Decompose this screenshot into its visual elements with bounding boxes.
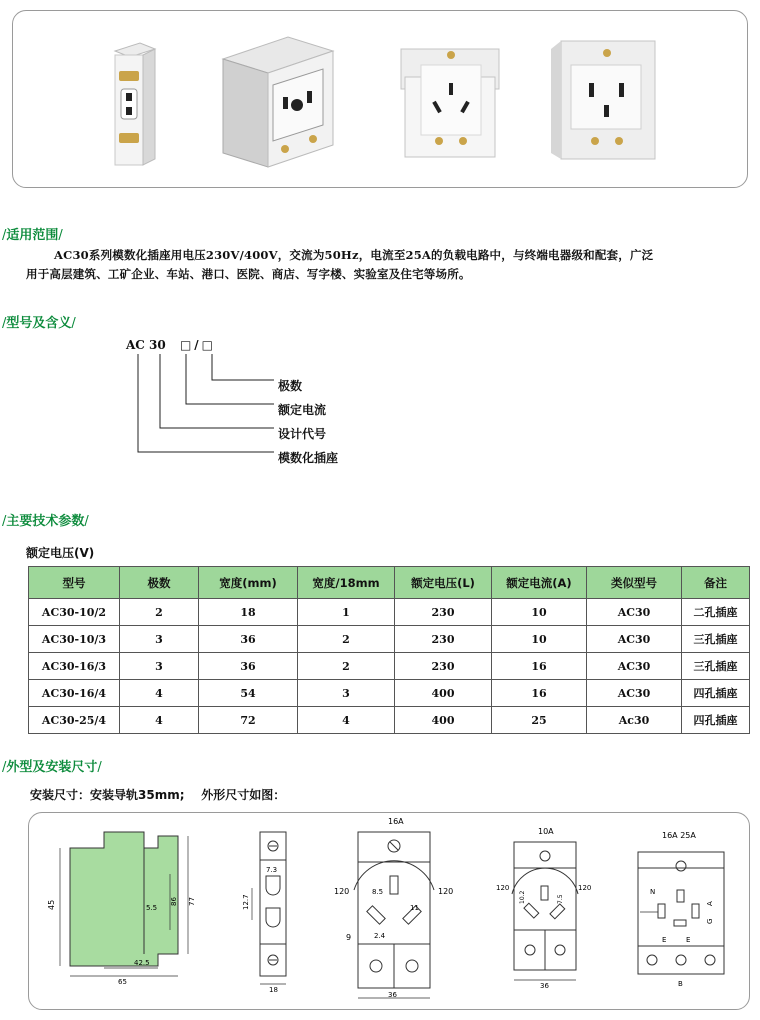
side-profile-drawing bbox=[48, 826, 208, 986]
table-row bbox=[29, 599, 750, 626]
cell-note: 四孔插座 bbox=[682, 707, 750, 734]
scope-line-1: AC30系列模数化插座用电压230V/400V，交流为50Hz，电流至25A的负载电路中，与终端电器级和配套，广泛 bbox=[54, 248, 654, 262]
cell-current: 10 bbox=[492, 599, 587, 626]
params-header-row bbox=[29, 567, 750, 599]
side-dim-42-5: 42.5 bbox=[134, 959, 150, 967]
col-header-current: 额定电流(A) bbox=[492, 567, 587, 599]
cell-model: AC30-10/3 bbox=[29, 626, 120, 653]
front16-dim-8-5: 8.5 bbox=[372, 888, 384, 896]
model-code-slots: □/□ bbox=[179, 338, 216, 352]
col-header-voltage: 额定电压(L) bbox=[395, 567, 492, 599]
cell-modules: 2 bbox=[298, 626, 395, 653]
product-photo-panel bbox=[12, 10, 748, 188]
front25-label-e2: E bbox=[686, 936, 691, 944]
col-header-modules: 宽度/18mm bbox=[298, 567, 395, 599]
table-row bbox=[29, 653, 750, 680]
cell-current: 16 bbox=[492, 653, 587, 680]
front-2pin-drawing bbox=[236, 826, 306, 992]
socket-3pin-image bbox=[391, 29, 511, 169]
cell-voltage: 230 bbox=[395, 653, 492, 680]
section-title-model: /型号及含义/ bbox=[2, 316, 76, 331]
front16-angle-left: 120 bbox=[334, 887, 350, 896]
model-leader-lines bbox=[126, 352, 286, 464]
socket-4pin-image bbox=[541, 35, 671, 165]
model-label-design-code: 设计代号 bbox=[278, 427, 327, 441]
cell-poles: 3 bbox=[120, 653, 199, 680]
side-dim-65: 65 bbox=[118, 978, 127, 986]
cell-note: 三孔插座 bbox=[682, 653, 750, 680]
cell-poles: 4 bbox=[120, 707, 199, 734]
col-header-model: 型号 bbox=[29, 567, 120, 599]
section-title-scope: /适用范围/ bbox=[2, 228, 63, 243]
cell-voltage: 400 bbox=[395, 680, 492, 707]
cell-note: 三孔插座 bbox=[682, 626, 750, 653]
cell-similar: AC30 bbox=[587, 626, 682, 653]
cell-poles: 4 bbox=[120, 680, 199, 707]
cell-width: 72 bbox=[199, 707, 298, 734]
col-header-similar: 类似型号 bbox=[587, 567, 682, 599]
scope-line-2: 用于高层建筑、工矿企业、车站、港口、医院、商店、写字楼、实验室及住宅等场所。 bbox=[26, 267, 471, 281]
cell-similar: AC30 bbox=[587, 680, 682, 707]
front-25a-drawing bbox=[626, 826, 732, 990]
model-code-text: AC 30 bbox=[126, 338, 166, 352]
cell-poles: 2 bbox=[120, 599, 199, 626]
cell-note: 四孔插座 bbox=[682, 680, 750, 707]
side-dim-77: 77 bbox=[188, 897, 196, 906]
front10-dim-10-2: 10.2 bbox=[519, 890, 526, 904]
cell-current: 16 bbox=[492, 680, 587, 707]
model-label-modular-socket: 模数化插座 bbox=[278, 451, 339, 465]
side-dim-86: 86 bbox=[170, 897, 178, 906]
cell-model: AC30-16/3 bbox=[29, 653, 120, 680]
table-row bbox=[29, 626, 750, 653]
cell-width: 18 bbox=[199, 599, 298, 626]
params-subtitle: 额定电压(V) bbox=[26, 546, 95, 560]
front16-angle-right: 120 bbox=[438, 887, 454, 896]
front2-dim-18: 18 bbox=[269, 986, 278, 994]
front25-label-b: B bbox=[678, 980, 683, 988]
front25-label-g: G bbox=[706, 918, 714, 924]
params-table bbox=[28, 566, 750, 734]
front25-label-n: N bbox=[650, 888, 656, 896]
cell-current: 10 bbox=[492, 626, 587, 653]
cell-width: 36 bbox=[199, 653, 298, 680]
cell-voltage: 230 bbox=[395, 599, 492, 626]
col-header-poles: 极数 bbox=[120, 567, 199, 599]
section-title-params: /主要技术参数/ bbox=[2, 514, 89, 529]
front-16a-drawing bbox=[330, 814, 460, 1004]
table-row bbox=[29, 707, 750, 734]
cell-similar: AC30 bbox=[587, 599, 682, 626]
front25-label-a: A bbox=[706, 901, 714, 906]
side-dim-45: 45 bbox=[47, 899, 56, 910]
front-10a-drawing bbox=[496, 824, 596, 990]
cell-model: AC30-25/4 bbox=[29, 707, 120, 734]
front2-dim-7-3: 7.3 bbox=[266, 866, 278, 874]
cell-note: 二孔插座 bbox=[682, 599, 750, 626]
model-code bbox=[126, 338, 216, 352]
cell-modules: 3 bbox=[298, 680, 395, 707]
install-text: 安装尺寸：安装导轨35mm; 外形尺寸如图： bbox=[30, 788, 286, 802]
cell-similar: Ac30 bbox=[587, 707, 682, 734]
cell-modules: 4 bbox=[298, 707, 395, 734]
section-title-dims: /外型及安装尺寸/ bbox=[2, 760, 102, 775]
cell-voltage: 230 bbox=[395, 626, 492, 653]
cell-current: 25 bbox=[492, 707, 587, 734]
scope-paragraph bbox=[26, 246, 756, 284]
front25-title: 16A 25A bbox=[662, 831, 696, 840]
front10-title: 10A bbox=[538, 827, 554, 836]
model-label-current: 额定电流 bbox=[278, 403, 327, 417]
cell-voltage: 400 bbox=[395, 707, 492, 734]
cell-model: AC30-10/2 bbox=[29, 599, 120, 626]
cell-similar: AC30 bbox=[587, 653, 682, 680]
front2-dim-12-7: 12.7 bbox=[242, 894, 250, 910]
socket-2pin-image bbox=[95, 41, 175, 171]
cell-width: 36 bbox=[199, 626, 298, 653]
front16-dim-9: 9 bbox=[346, 933, 352, 942]
front16-dim-11: 11 bbox=[410, 904, 419, 912]
front16-dim-36: 36 bbox=[388, 991, 397, 999]
cell-modules: 1 bbox=[298, 599, 395, 626]
table-row bbox=[29, 680, 750, 707]
cell-width: 54 bbox=[199, 680, 298, 707]
col-header-note: 备注 bbox=[682, 567, 750, 599]
front10-dim-7-5: 7.5 bbox=[557, 894, 564, 904]
front10-angle-right: 120 bbox=[578, 884, 592, 892]
cell-modules: 2 bbox=[298, 653, 395, 680]
cell-poles: 3 bbox=[120, 626, 199, 653]
side-dim-5-5: 5.5 bbox=[146, 904, 158, 912]
model-label-poles: 极数 bbox=[278, 379, 303, 393]
col-header-width: 宽度(mm) bbox=[199, 567, 298, 599]
front25-label-e1: E bbox=[662, 936, 667, 944]
front10-dim-36: 36 bbox=[540, 982, 549, 990]
cell-model: AC30-16/4 bbox=[29, 680, 120, 707]
socket-universal-image bbox=[213, 29, 343, 169]
front16-dim-2-4: 2.4 bbox=[374, 932, 386, 940]
front16-title: 16A bbox=[388, 817, 404, 826]
front10-angle-left: 120 bbox=[496, 884, 510, 892]
model-labels bbox=[278, 374, 338, 470]
